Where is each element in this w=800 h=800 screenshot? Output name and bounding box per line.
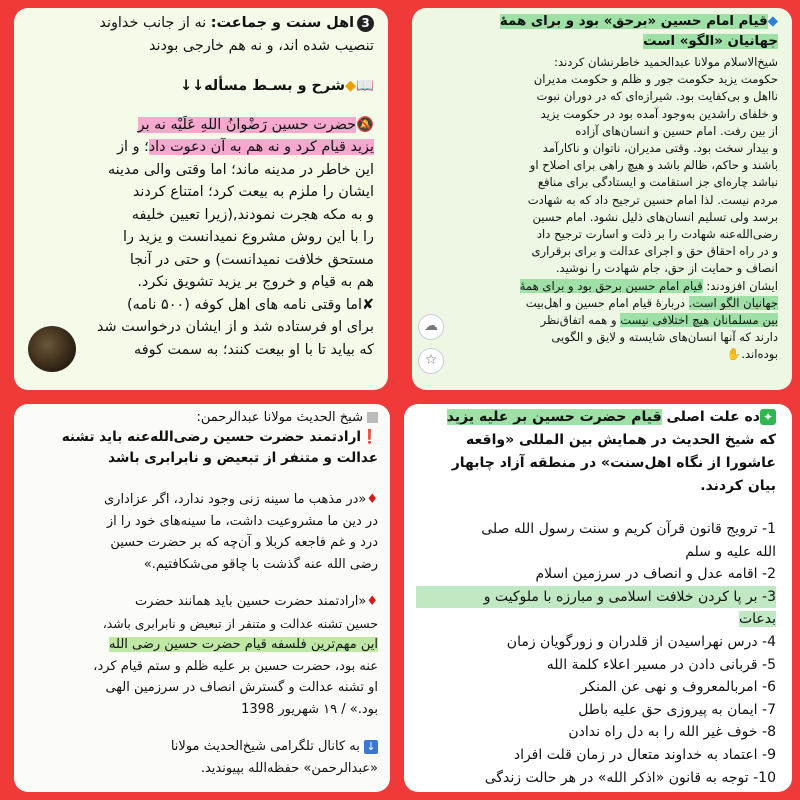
list-item: الله علیه و سلم	[685, 543, 776, 560]
red-diamond-icon: ♦	[366, 492, 378, 507]
hand-icon: ✋	[726, 347, 742, 362]
down-arrow-icon: ↓	[364, 740, 378, 754]
cross-icon: ✘	[361, 296, 374, 313]
list-item: 7- ایمان به پیروزی حق علیه باطل	[578, 701, 776, 718]
br-heading: ✦ده علت اصلی قیام حضرت حسین بر علیه یزید	[416, 406, 776, 429]
tl-line1: 3اهل سنت و جماعت: نه از جانب خداوند	[24, 12, 374, 35]
number-badge-icon: 3	[357, 15, 374, 32]
bl-content: شیخ الحدیث مولانا عبدالرحمن: ❗ارادتمند حضرت حسین رضی‌الله‌عنه باید تشنه عدالت و متنفر از تبعیض و نابرابری باشد ♦«در مذهب ما سینه زنی وجود ندارد، اگر عزاداری در دین ما مشروعیت داشت، ما سینه‌های خود را از درد و غم فاجعه کربلا و آن‌چه که بر حضرت حسین رضی الله عنه گذشت با چاقو می‌شکافتیم.» ♦«ارادتمند حضرت حسین باید همانند حضرت حسین تشنه عدالت و متنفر از تبعیض و نابرابری باشد، این مهم‌ترین فلسفه قیام حضرت حسین رضی الله عنه بود، حضرت حسین بر علیه ظلم و ستم قیام کرد، او تشنه عدالت و گسترش انصاف در سرزمین الهی بود.» / ۱۹ شهریور 1398 ↓ به کانال تلگرامی شیخ‌الحدیث مولانا «عبدالرحمن» حفظه‌الله بپیوندید.	[28, 408, 378, 779]
list-item: 6- امربالمعروف و نهی عن المنکر	[580, 679, 776, 696]
list-item: 2- اقامه عدل و انصاف در سرزمین اسلام	[535, 566, 776, 583]
panel-bottom-right	[404, 404, 792, 792]
bl-source: شیخ الحدیث مولانا عبدالرحمن:	[28, 408, 378, 427]
tr-content: ◆قیام امام حسین «برحق» بود و برای همهٔ جهانیان «الگو» است شیخ‌الاسلام مولانا عبدالحمید خاطرنشان کردند: حکومت یزید حکومت جور و ظلم و حکومت مدیران ناا‌هل و بی‌کفایت بود. شیرازه‌ای که در دوران نبوت و خلفای راشدین به‌وجود آمده بود در حکومت یزید از بین رفت. امام حسین و انسان‌های آزاده و بیدار سخت بود. وقتی مدیران، ناتوان و ناکارآمد باشند و حاکم، ظالم باشد و هیچ راهی برای اصلاح او نباشد چاره‌ای جز استقامت و ایستادگی برای منافع مردم نیست. لذا امام حسین ترجیح داد که به شهادت برسد ولی تسلیم انسان‌های ذلیل نشود. امام حسین رضی‌الله‌عنه شهادت را بر ذلت و اسارت ترجیح داد و در راه احقاق حق و اجرای عدالت و برای برقراری انصاف و حمایت از حق، جام شهادت را نوشید. ایشان افزودند: قیام امام حسین برحق بود و برای همهٔ جهانیان الگو است. دربارهٔ قیام امام حسین و اهل‌بیت بین مسلمانان هیچ اختلافی نیست و همه اتفاق‌نظر دارند که آنها انسان‌های شایسته و لایق و الگویی بوده‌اند.✋	[434, 12, 778, 364]
book-icon: 📖	[356, 78, 374, 94]
panel-bottom-left	[14, 404, 390, 792]
tl-line2: تنصیب شده اند، و نه هم خارجی بودند	[148, 37, 374, 54]
blue-diamond-icon: ◆	[767, 14, 778, 29]
br-content: ✦ده علت اصلی قیام حضرت حسین بر علیه یزید که شیخ الحدیث در همایش بین المللی «واقعه عاشورا از نگاه اهل‌سنت» در منطقه آزاد چابهار بیان کردند. 1- ترویج قانون قرآن کریم و سنت رسول الله صلی الله علیه و سلم 2- اقامه عدل و انصاف در سرزمین اسلام 3- بر پا کردن خلافت اسلامی و مبارزه با ملوکیت و بدعات 4- درس نهراسیدن از قلدران و زورگویان زمان 5- قربانی دادن در مسیر اعلاء کلمة الله 6- امربالمعروف و نهی عن المنکر 7- ایمان به پیروزی حق علیه باطل 8- خوف غیر الله را به دل راه ندادن 9- اعتماد به خداوند متعال در زمان قلت افراد 10- توجه به قانون «اذکر الله» در هر حالت زندگی	[416, 406, 776, 789]
bl-footer: ↓ به کانال تلگرامی شیخ‌الحدیث مولانا «عبدالرحمن» حفظه‌الله بپیوندید.	[170, 739, 378, 776]
channel-avatar[interactable]	[28, 326, 76, 372]
panel-top-right	[412, 8, 792, 390]
muted-bell-icon: 🔕	[356, 116, 374, 133]
tl-paragraph2: ✘اما وقتی نامه های اهل کوفه (۵۰۰ نامه) برای او فرستاده شد و از ایشان درخواست شد که بیاید تا با او بیعت کنند؛ به سمت کوفه	[96, 296, 374, 358]
list-item: 9- اعتماد به خداوند متعال در زمان قلت افراد	[513, 746, 776, 763]
orange-diamond-icon: ◆	[345, 78, 357, 94]
list-item: 5- قربانی دادن در مسیر اعلاء کلمة الله	[546, 656, 776, 673]
list-item: 3- بر پا کردن خلافت اسلامی و مبارزه با ملوکیت و	[416, 586, 776, 609]
list-item: بدعات	[738, 611, 776, 628]
list-item: 1- ترویج قانون قرآن کریم و سنت رسول الله صلی	[481, 521, 776, 537]
bl-heading: ❗ارادتمند حضرت حسین رضی‌الله‌عنه باید تشنه	[61, 429, 378, 445]
bl-quote1: ♦«در مذهب ما سینه زنی وجود ندارد، اگر عزاداری در دین ما مشروعیت داشت، ما سینه‌های خود را از درد و غم فاجعه کربلا و آن‌چه که بر حضرت حسین رضی الله عنه گذشت با چاقو می‌شکافتیم.»	[103, 492, 378, 572]
tr-title: ◆قیام امام حسین «برحق» بود و برای همهٔ	[499, 14, 778, 29]
bl-quote2: ♦«ارادتمند حضرت حسین باید همانند حضرت حسین تشنه عدالت و متنفر از تبعیض و نابرابری باشد، این مهم‌ترین فلسفه قیام حضرت حسین رضی الله عنه بود، حضرت حسین بر علیه ظلم و ستم قیام کرد، او تشنه عدالت و گسترش انصاف در سرزمین الهی بود.» / ۱۹ شهریور 1398	[93, 594, 378, 717]
tr-body: شیخ‌الاسلام مولانا عبدالحمید خاطرنشان کردند: حکومت یزید حکومت جور و ظلم و حکومت مدیران ناا‌هل و بی‌کفایت بود. شیرازه‌ای که در دوران نبوت و خلفای راشدین به‌وجود آمده بود در حکومت یزید از بین رفت. امام حسین و انسان‌های آزاده و بیدار سخت بود. وقتی مدیران، ناتوان و ناکارآمد باشند و حاکم، ظالم باشد و هیچ راهی برای اصلاح او نباشد چاره‌ای جز استقامت و ایستادگی برای منافع مردم نیست. لذا امام حسین ترجیح داد که به شهادت برسد ولی تسلیم انسان‌های ذلیل نشود. امام حسین رضی‌الله‌عنه شهادت را بر ذلت و اسارت ترجیح داد و در راه احقاق حق و اجرای عدالت و برای برقراری انصاف و حمایت از حق، جام شهادت را نوشید. ایشان افزودند: قیام امام حسین برحق بود و برای همهٔ جهانیان الگو است. دربارهٔ قیام امام حسین و اهل‌بیت بین مسلمانان هیچ اختلافی نیست و همه اتفاق‌نظر دارند که آنها انسان‌های شایسته و لایق و الگویی بوده‌اند.✋	[519, 55, 778, 362]
list-item: 4- درس نهراسیدن از قلدران و زورگویان زمان	[506, 633, 776, 650]
tl-paragraph1: 🔕حضرت حسین رَضْوانُ اللهِ عَلَیْه نه بر یزید قیام کرد و نه هم به آن دعوت داد؛ و از این خاطر در مدینه ماند؛ اما وقتی والی مدینه ایشان را ملزم به بیعت کرد؛ امتناع کردند و به مکه هجرت نمودند,(زیرا تعیین خلیفه را با این روش مشروع نمیدانست و یزید را مستحق خلافت نمیدانست) و حتی در آنجا هم به قیام و خروج بر یزید تشویق نکرد.	[24, 114, 374, 294]
exclamation-icon: ❗	[361, 429, 378, 445]
list-item: 8- خوف غیر الله را به دل راه ندادن	[568, 724, 776, 741]
tl-heading: 📖◆شرح و بسـط مسأله↓↓	[24, 75, 374, 98]
gray-square-icon	[367, 412, 378, 423]
br-list	[416, 518, 776, 789]
tl-content	[24, 12, 374, 361]
red-diamond-icon: ♦	[366, 594, 378, 609]
star-icon[interactable]: ☆	[418, 348, 444, 374]
list-item: 10- توجه به قانون «اذکر الله» در هر حالت زندگی	[484, 769, 776, 786]
sparkle-icon: ✦	[760, 409, 776, 425]
cloud-icon[interactable]: ☁	[418, 314, 444, 340]
panel-top-left	[14, 8, 388, 390]
